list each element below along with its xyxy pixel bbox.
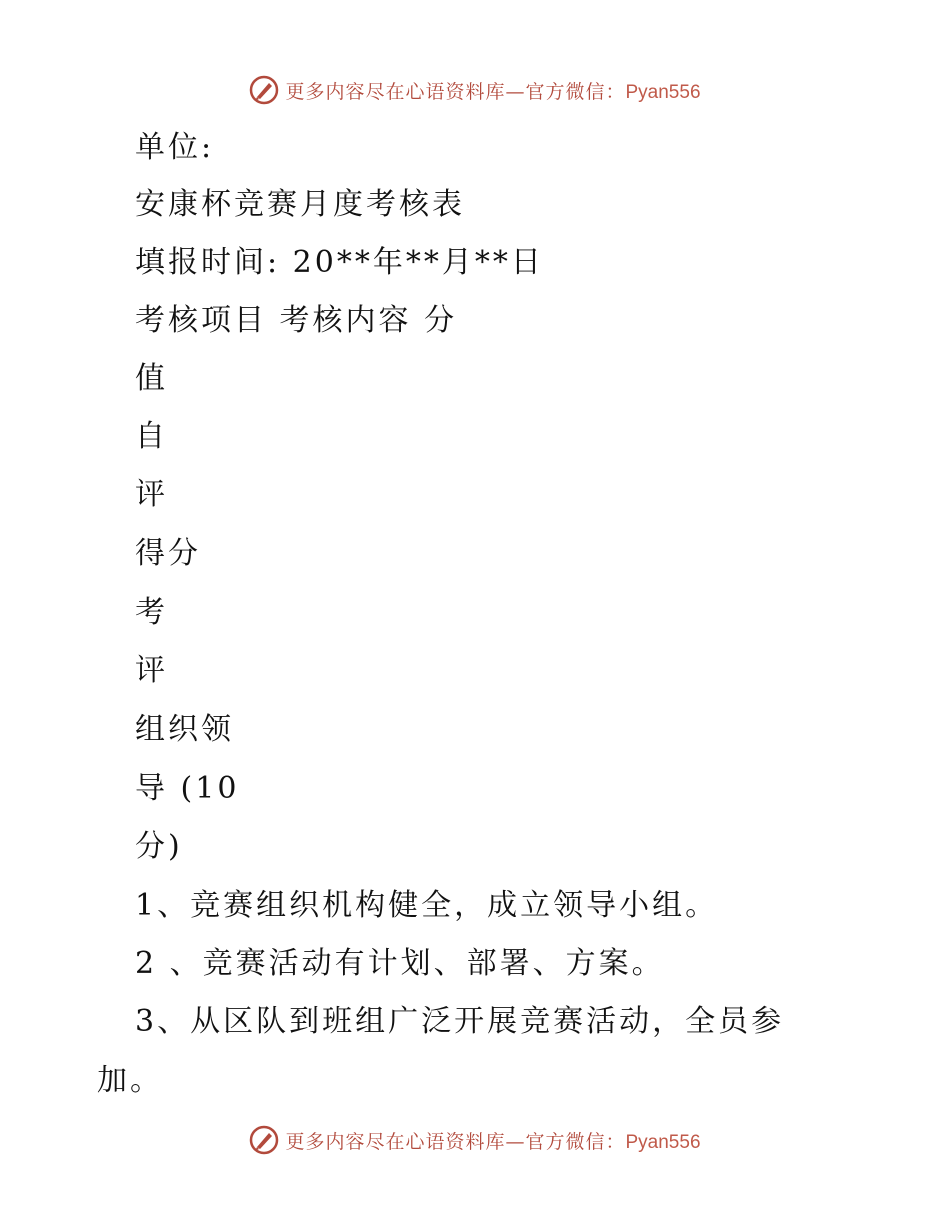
doc-item-1: 1、竞赛组织机构健全，成立领导小组。: [135, 888, 719, 923]
wechat-id: Pyan556: [625, 81, 701, 103]
doc-line: 导 (10: [135, 771, 240, 806]
wechat-id: Pyan556: [625, 1131, 701, 1153]
doc-line: 评: [135, 477, 168, 512]
doc-line: 组织领: [135, 712, 234, 747]
doc-line: 得分: [135, 536, 201, 571]
footer-watermark-banner: [0, 1120, 950, 1160]
doc-line: 分): [135, 829, 183, 864]
banner-text: 更多内容尽在心语资料库—官方微信：Pyan556: [285, 80, 701, 103]
banner-text: 更多内容尽在心语资料库—官方微信：Pyan556: [285, 1130, 701, 1153]
doc-line-header: 考核项目 考核内容 分: [135, 303, 458, 338]
pen-logo-icon: [249, 1125, 279, 1155]
doc-line-date: 填报时间: 20**年**月**日: [135, 245, 544, 280]
doc-line-unit: 单位:: [135, 130, 215, 165]
pen-logo-icon: [249, 75, 279, 105]
doc-item-3: 3、从区队到班组广泛开展竞赛活动，全员参: [135, 1004, 785, 1039]
doc-line: 值: [135, 361, 168, 396]
header-watermark-banner: [0, 70, 950, 110]
doc-item-3-continued: 加。: [97, 1063, 163, 1098]
doc-line: 评: [135, 653, 168, 688]
doc-line: 考: [135, 595, 168, 630]
doc-line: 自: [135, 419, 168, 454]
doc-title: 安康杯竞赛月度考核表: [135, 187, 465, 222]
doc-item-2: 2 、竞赛活动有计划、部署、方案。: [135, 946, 665, 981]
